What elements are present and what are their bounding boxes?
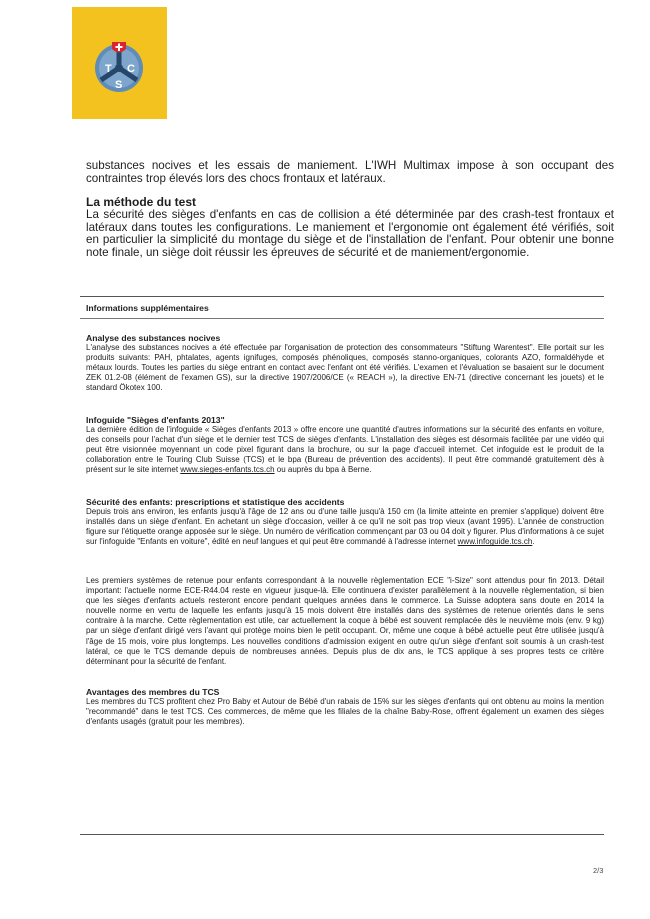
tcs-logo <box>72 7 167 119</box>
divider-top <box>80 296 604 297</box>
members-heading: Avantages des membres du TCS <box>86 687 220 697</box>
method-heading: La méthode du test <box>86 195 197 209</box>
section-safety <box>86 497 604 547</box>
infoguide-link[interactable]: www.sieges-enfants.tcs.ch <box>180 465 275 475</box>
svg-text:T: T <box>105 63 112 75</box>
intro-paragraph: substances nocives et les essais de maniement. L'IWH Multimax impose à son occupant des contraintes trop élevés lors des chocs frontaux et latéraux. <box>86 159 614 185</box>
substances-heading: Analyse des substances nocives <box>86 333 221 343</box>
divider-bottom <box>80 834 604 835</box>
page-number: 2/3 <box>593 866 604 875</box>
safety-body: Depuis trois ans environ, les enfants jusqu'à l'âge de 12 ans ou d'une taille jusqu'à 150 cm (la limite atteinte en premier s'applique) doivent être installés dans un siège d'enfant. En achetant un siège d'occasion, veiller à ce qu'il ne soit pas trop vieux (avant 1995). L'année de construction figure sur l'étiquette orange apposée sur le siège. Un numéro de vérification commençant par 03 ou 04 doit y figurer. Plus d'informations à ce sujet sur l'infoguide "Enfants en voiture", édité en neuf langues et qui peut être commandé à l'adresse internet www.infoguide.tcs.ch. <box>86 507 604 547</box>
section-isize <box>86 576 604 667</box>
section-infoguide <box>86 415 604 475</box>
section-members <box>86 687 604 727</box>
info-section-title: Informations supplémentaires <box>86 303 209 313</box>
section-substances <box>86 333 604 393</box>
svg-text:S: S <box>115 79 123 91</box>
infoguide-heading: Infoguide "Sièges d'enfants 2013" <box>86 415 225 425</box>
divider-section <box>80 318 604 319</box>
tcs-emblem-icon <box>92 40 146 92</box>
members-body: Les membres du TCS profitent chez Pro Baby et Autour de Bébé d'un rabais de 15% sur les sièges d'enfants qui ont obtenu au moins la mention "recommandé" dans le test TCS. Ces commerces, de même que les filiales de la chaîne Baby-Rose, offrent également un examen des sièges d'enfants usagés (gratuit pour les membres). <box>86 697 604 727</box>
svg-text:C: C <box>127 63 135 75</box>
safety-link[interactable]: www.infoguide.tcs.ch <box>457 537 533 547</box>
method-paragraph: La sécurité des sièges d'enfants en cas de collision a été déterminée par des crash-test frontaux et latéraux dans toutes les configurations. Le maniement et l'ergonomie ont également été vérifiés, soit en particulier la simplicité du montage du siège et de l'installation de l'enfant. Pour obtenir une bonne note finale, un siège doit réussir les épreuves de sécurité et de maniement/ergonomie. <box>86 208 614 259</box>
infoguide-body: La dernière édition de l'infoguide « Sièges d'enfants 2013 » offre encore une quantité d'autres informations sur la sécurité des enfants en voiture, des conseils pour l'achat d'un siège et le dernier test TCS de sièges d'enfants. L'installation des sièges est désormais facilitée par une vidéo qui peut être visionnée moyennant un code pixel figurant dans la brochure, ou sur la page d'accueil internet. Cet infoguide est le produit de la collaboration entre le Touring Club Suisse (TCS) et le bpa (Bureau de prévention des accidents). Il peut être commandé gratuitement dès à présent sur le site internet www.sieges-enfants.tcs.ch ou auprès du bpa à Berne. <box>86 425 604 475</box>
substances-body: L'analyse des substances nocives a été effectuée par l'organisation de protection des consommateurs "Stiftung Warentest". Elle portait sur les produits suivants: PAH, phtalates, agents ignifuges, composés phénoliques, composés stanno-organiques, colorants AZO, formaldéhyde et métaux lourds. Toutes les parties du siège entrant en contact avec l'enfant ont été vérifiés. L'examen et l'évaluation se basaient sur le document ZEK 01.2-08 (élément de l'examen GS), sur la directive 1907/2006/CE (« REACH »), la directive EN-71 (directive concernant les jouets) et le standard Ökotex 100. <box>86 343 604 393</box>
isize-body: Les premiers systèmes de retenue pour enfants correspondant à la nouvelle règlementation ECE "i-Size" sont attendus pour fin 2013. Détail important: l'actuelle norme ECE-R44.04 reste en vigueur jusque-là. Elle continuera d'exister parallèlement à la nouvelle règlementation, si bien que les sièges d'enfants actuels resteront encore pendant quelques années dans le commerce. La Suisse adoptera sans doute en 2014 la nouvelle norme en vertu de laquelle les enfants jusqu'à 15 mois doivent être installés dans des systèmes de retenue orientés dans le sens contraire à la marche. Cette règlementation est utile, car actuellement la coque à bébé est souvent remplacée dès le neuvième mois (env. 9 kg) par un siège d'enfant dirigé vers l'avant qui protège moins bien le petit occupant. Or, même une coque à bébé actuelle peut être utilisée jusqu'à l'âge de 15 mois, voire plus longtemps. Les nouvelles conditions d'admission exigent en outre qu'un siège d'enfant soit soumis à un crash-test latéral, ce que le TCS demande depuis de nombreuses années. Depuis plus de dix ans, le TCS applique à ses propres tests ce critère déterminant pour la sécurité de l'enfant. <box>86 576 604 666</box>
safety-heading: Sécurité des enfants: prescriptions et statistique des accidents <box>86 497 345 507</box>
